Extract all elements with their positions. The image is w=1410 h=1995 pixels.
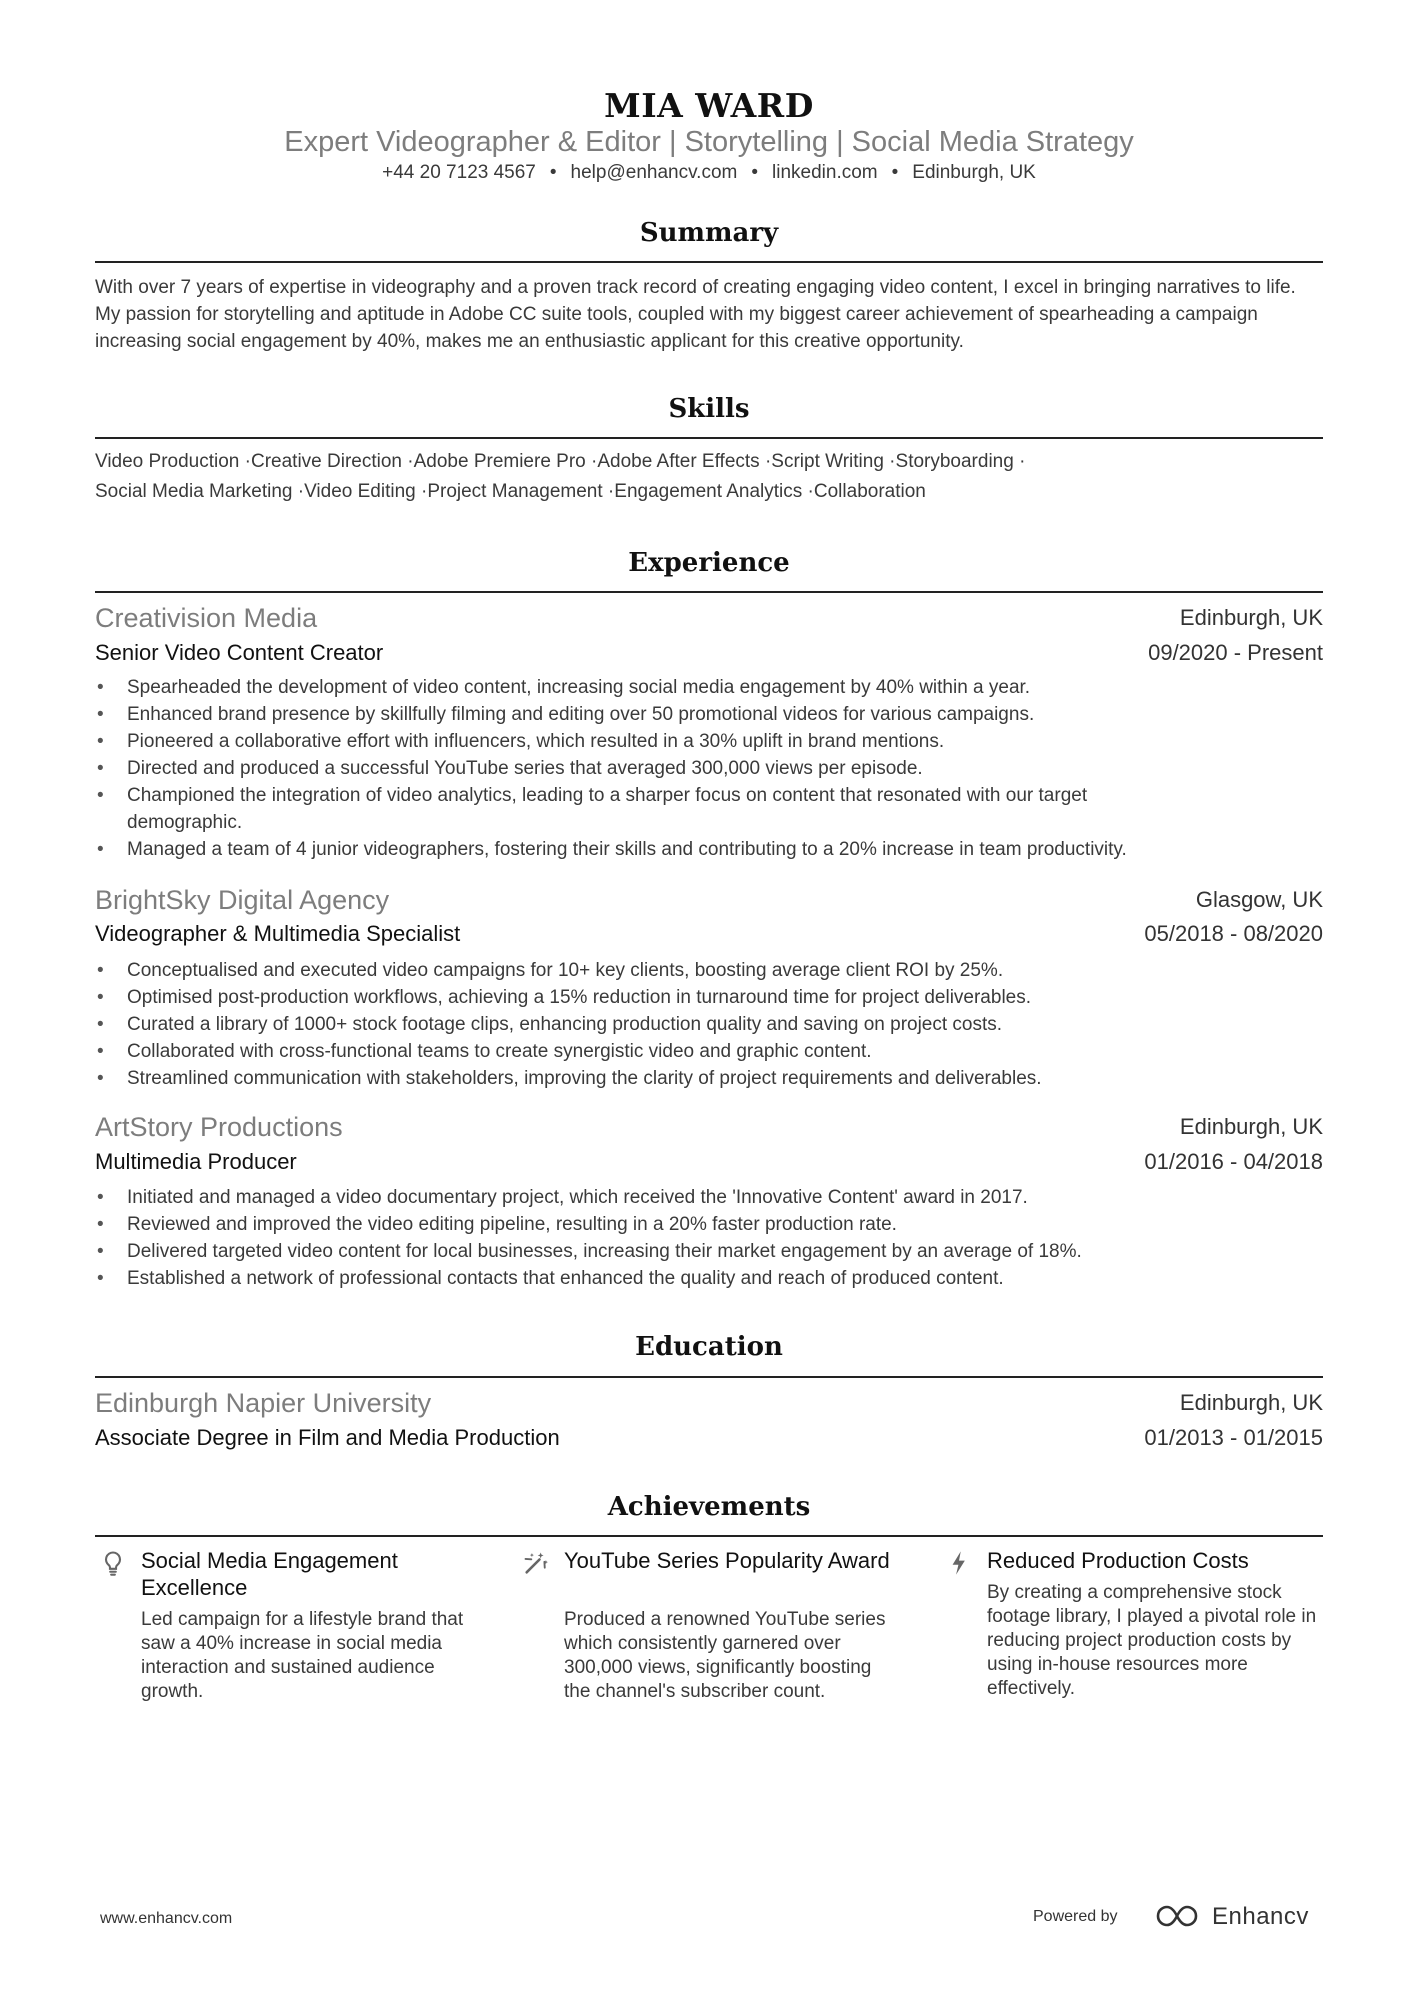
list-item: • Optimised post-production workflows, achieving a 15% reduction in turnaround time for project deliverables.	[95, 984, 1323, 1011]
lightning-bolt-icon	[945, 1549, 973, 1577]
achievement-text: Led campaign for a lifestyle brand that saw a 40% increase in social media interaction and sustained audience growth.	[141, 1609, 464, 1702]
job-header	[95, 885, 1323, 919]
achievement-text: Produced a renowned YouTube series which consistently garnered over 300,000 views, significantly boosting the channel's subscriber count.	[564, 1609, 886, 1702]
list-item: • Spearheaded the development of video content, increasing social media engagement by 40% within a year.	[95, 674, 1323, 701]
job-bullets	[95, 674, 1323, 863]
education-header	[95, 1388, 1323, 1422]
separator-dot: •	[751, 162, 759, 183]
list-item: • Directed and produced a successful YouTube series that averaged 300,000 views per episode.	[95, 755, 1323, 782]
education-title: Education	[635, 1332, 783, 1362]
experience-title: Experience	[628, 548, 790, 578]
email-link[interactable]: help@enhancv.com	[570, 162, 738, 183]
section-divider	[95, 591, 1323, 593]
powered-by-label: Powered by	[1033, 1908, 1118, 1925]
list-item: • Delivered targeted video content for local businesses, increasing their market engagement by an average of 18%.	[95, 1238, 1323, 1265]
separator-dot: •	[891, 162, 899, 183]
section-divider	[95, 1535, 1323, 1537]
degree: Associate Degree in Film and Media Production	[95, 1425, 560, 1450]
skills-title: Skills	[668, 394, 750, 424]
achievement-item	[522, 1547, 902, 1727]
job-subheader	[95, 640, 1323, 674]
job-location: Glasgow, UK	[1195, 887, 1323, 912]
enhancv-logo-icon[interactable]	[1152, 1896, 1208, 1936]
skill-item: Video Production	[95, 451, 240, 472]
list-item: • Collaborated with cross-functional teams to create synergistic video and graphic content.	[95, 1038, 1323, 1065]
job-dates: 09/2020 - Present	[1148, 640, 1323, 665]
achievements-title: Achievements	[607, 1492, 811, 1522]
list-item: • Championed the integration of video analytics, leading to a sharper focus on content that resonated with our target demographic.	[95, 782, 1323, 836]
summary-text: With over 7 years of expertise in videography and a proven track record of creating engaging video content, I excel in bringing narratives to life. My passion for storytelling and aptitude in Adobe CC suite tools, coupled with my biggest career achievement of spearheading a campaign increasing social engagement by 40%, makes me an enthusiastic applicant for this creative opportunity.	[95, 277, 1296, 352]
location: Edinburgh, UK	[912, 162, 1036, 183]
skill-item: · Project Management	[416, 481, 603, 502]
achievement-text: By creating a comprehensive stock footage library, I played a pivotal role in reducing project production costs by using in-house resources more effectively.	[987, 1582, 1317, 1699]
footer-url[interactable]: www.enhancv.com	[100, 1910, 233, 1927]
list-item: • Managed a team of 4 junior videographers, fostering their skills and contributing to a 20% increase in team productivity.	[95, 836, 1323, 863]
achievement-title: YouTube Series Popularity Award	[564, 1548, 890, 1573]
section-divider	[95, 437, 1323, 439]
separator-dot: •	[549, 162, 557, 183]
linkedin-link[interactable]: linkedin.com	[772, 162, 878, 183]
skill-item: · Collaboration	[802, 481, 926, 502]
job-title: Senior Video Content Creator	[95, 640, 384, 665]
school-name: Edinburgh Napier University	[95, 1388, 432, 1418]
list-item: • Streamlined communication with stakeholders, improving the clarity of project requirements and deliverables.	[95, 1065, 1323, 1092]
job-dates: 05/2018 - 08/2020	[1144, 921, 1323, 946]
list-item: • Curated a library of 1000+ stock footage clips, enhancing production quality and saving on project costs.	[95, 1011, 1323, 1038]
skill-item: · Storyboarding	[884, 451, 1014, 472]
skills-list: Video Production · Creative Direction · Adobe Premiere Pro · Adobe After Effects · Script Writing · Storyboarding · Social Media Marketing · Video Editing · Project Management · Engagement Analytics · Collaboration	[95, 447, 1323, 507]
achievement-title: Social Media Engagement Excellence	[141, 1548, 398, 1600]
company-name: Creativision Media	[95, 603, 318, 633]
company-name: ArtStory Productions	[95, 1112, 343, 1142]
job-bullets	[95, 1184, 1323, 1292]
list-item: • Established a network of professional contacts that enhanced the quality and reach of produced content.	[95, 1265, 1323, 1292]
job-title: Multimedia Producer	[95, 1149, 297, 1174]
list-item: • Reviewed and improved the video editing pipeline, resulting in a 20% faster production rate.	[95, 1211, 1323, 1238]
list-item: • Conceptualised and executed video campaigns for 10+ key clients, boosting average client ROI by 25%.	[95, 957, 1323, 984]
skill-item: · Script Writing	[760, 451, 884, 472]
skill-item: Social Media Marketing	[95, 481, 293, 502]
summary-title: Summary	[639, 218, 779, 248]
achievement-item	[99, 1547, 479, 1717]
enhancv-brand-name[interactable]: Enhancv	[1212, 1903, 1309, 1930]
education-dates: 01/2013 - 01/2015	[1144, 1425, 1323, 1450]
skill-item: · Video Editing	[292, 481, 415, 502]
job-subheader	[95, 921, 1323, 955]
skill-item: · Creative Direction	[239, 451, 402, 472]
job-subheader	[95, 1149, 1323, 1183]
achievement-title: Reduced Production Costs	[987, 1548, 1249, 1573]
company-name: BrightSky Digital Agency	[95, 885, 390, 915]
job-location: Edinburgh, UK	[1179, 1114, 1323, 1139]
list-item: • Initiated and managed a video documentary project, which received the 'Innovative Content' award in 2017.	[95, 1184, 1323, 1211]
skill-item: · Adobe After Effects	[586, 451, 760, 472]
section-divider	[95, 261, 1323, 263]
headline: Expert Videographer & Editor | Storytelling | Social Media Strategy	[284, 126, 1134, 158]
lightbulb-icon	[99, 1549, 127, 1577]
job-location: Edinburgh, UK	[1179, 605, 1323, 630]
skill-item: · Adobe Premiere Pro	[402, 451, 586, 472]
job-bullets	[95, 957, 1323, 1092]
skill-item: · Engagement Analytics	[603, 481, 803, 502]
achievement-item	[945, 1547, 1325, 1717]
list-item: • Enhanced brand presence by skillfully filming and editing over 50 promotional videos for various campaigns.	[95, 701, 1323, 728]
contact-line	[95, 162, 1323, 184]
job-dates: 01/2016 - 04/2018	[1144, 1149, 1323, 1174]
section-divider	[95, 1376, 1323, 1378]
list-item: • Pioneered a collaborative effort with influencers, which resulted in a 30% uplift in brand mentions.	[95, 728, 1323, 755]
phone[interactable]: +44 20 7123 4567	[382, 162, 536, 183]
magic-wand-icon	[522, 1549, 550, 1577]
job-header	[95, 1112, 1323, 1146]
school-location: Edinburgh, UK	[1179, 1390, 1323, 1415]
candidate-name: MIA WARD	[604, 86, 814, 125]
education-subheader	[95, 1425, 1323, 1459]
job-title: Videographer & Multimedia Specialist	[95, 921, 461, 946]
job-header	[95, 603, 1323, 637]
